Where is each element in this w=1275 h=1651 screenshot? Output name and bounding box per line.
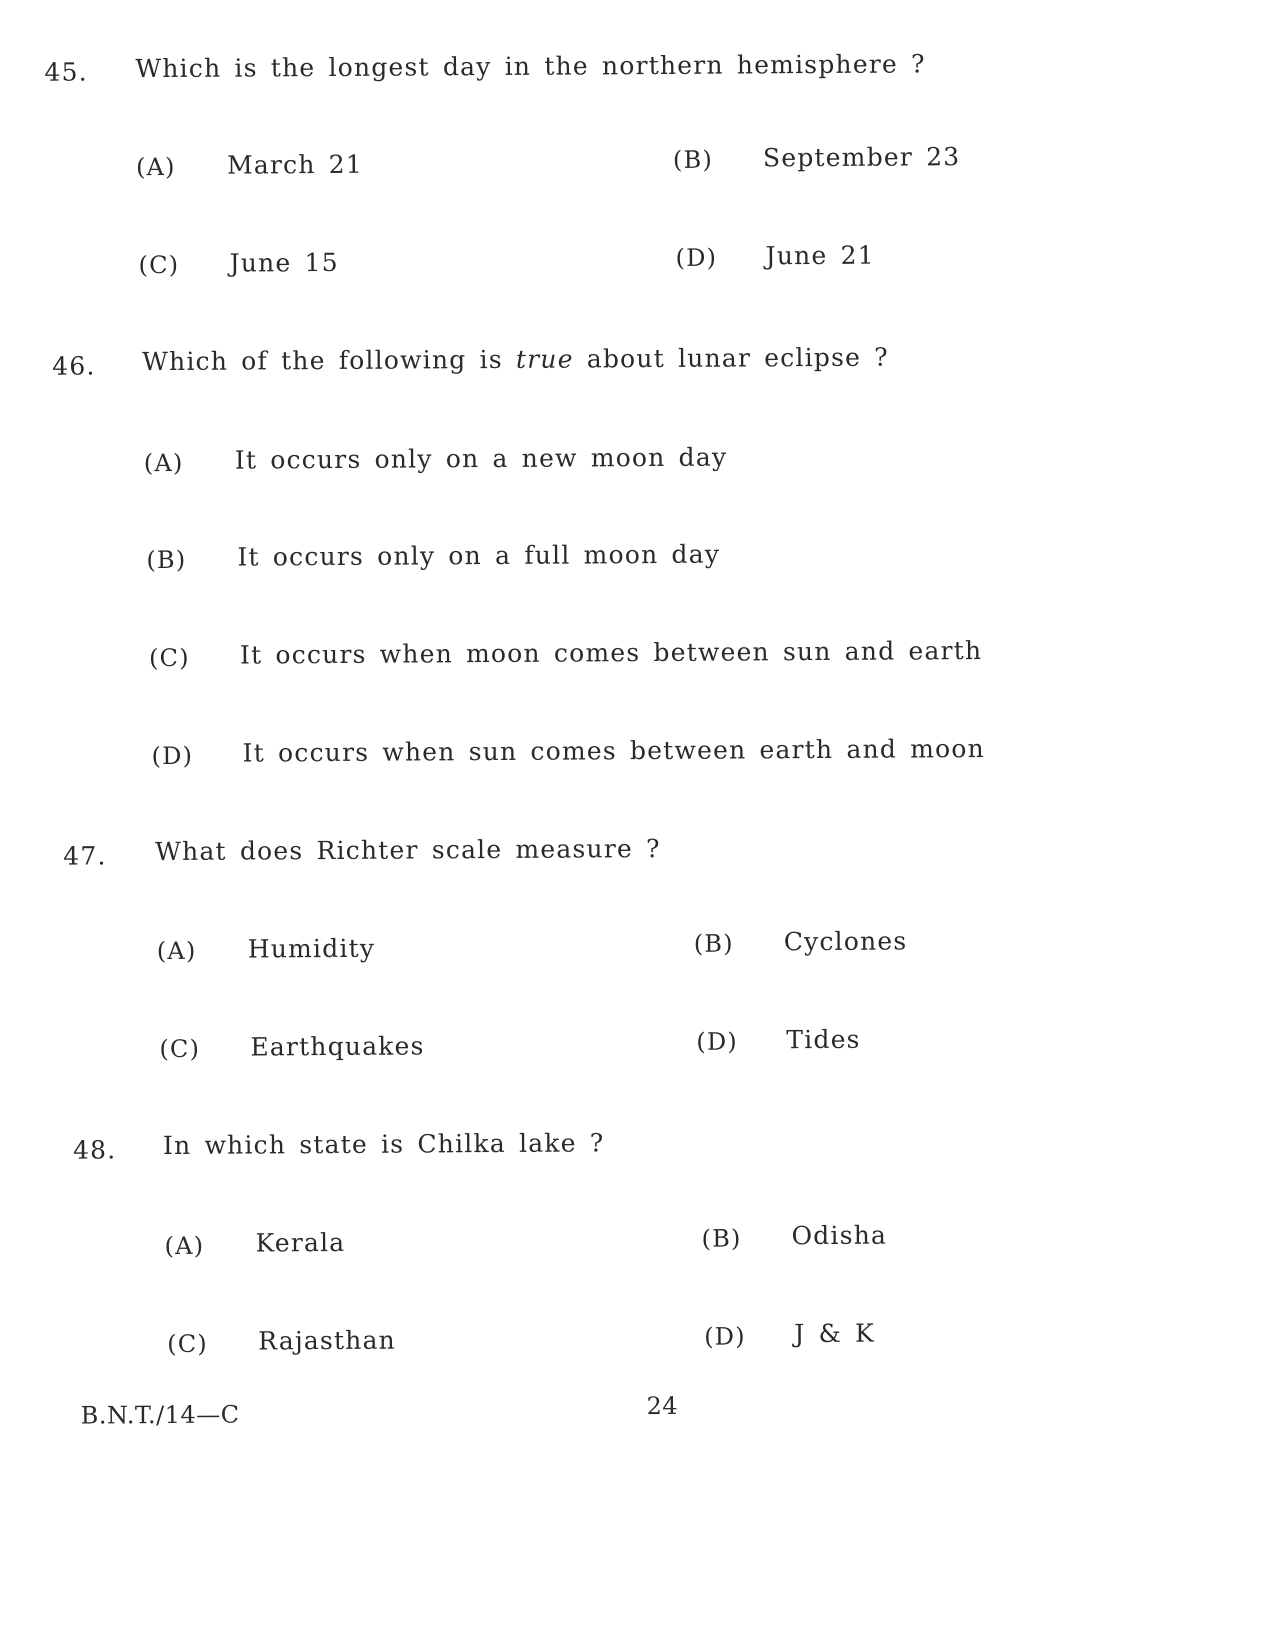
option-text: Humidity: [247, 933, 376, 964]
option-text: June 15: [229, 247, 339, 278]
option-text: It occurs only on a full moon day: [237, 539, 721, 572]
option-text: Tides: [786, 1024, 861, 1055]
footer-page-number: 24: [646, 1391, 679, 1421]
option-text: Rajasthan: [258, 1325, 397, 1356]
option-letter: (B): [146, 545, 187, 575]
question-text: In which state is Chilka lake ?: [162, 1128, 605, 1161]
option-letter: (D): [696, 1027, 739, 1056]
option-text: June 21: [765, 240, 875, 271]
footer-booklet-code: B.N.T./14—C: [80, 1400, 240, 1430]
option-text: Odisha: [791, 1220, 888, 1251]
option-letter: (A): [143, 448, 184, 478]
option-letter: (C): [148, 643, 190, 673]
question-number: 45.: [44, 57, 88, 87]
option-text: September 23: [762, 142, 961, 173]
option-letter: (C): [167, 1329, 209, 1359]
option-letter: (D): [704, 1322, 746, 1351]
question-text: What does Richter scale measure ?: [155, 833, 661, 867]
option-letter: (D): [675, 243, 718, 272]
option-text: It occurs when sun comes between earth and moon: [242, 733, 985, 768]
option-letter: (A): [156, 936, 197, 966]
option-text: March 21: [226, 149, 364, 180]
option-letter: (C): [159, 1034, 201, 1064]
question-number: 48.: [72, 1135, 117, 1165]
option-text: J & K: [794, 1318, 876, 1349]
option-letter: (C): [138, 250, 180, 280]
question-text: Which is the longest day in the northern hemisphere ?: [135, 49, 926, 84]
question-number: 46.: [52, 351, 96, 381]
option-letter: (B): [701, 1224, 742, 1253]
option-text: Earthquakes: [250, 1031, 425, 1062]
option-letter: (A): [135, 152, 176, 182]
option-text: Kerala: [255, 1227, 346, 1258]
question-text: Which of the following is true about lunar eclipse ?: [142, 342, 889, 377]
option-letter: (A): [164, 1231, 205, 1261]
option-text: Cyclones: [783, 926, 908, 957]
option-text: It occurs when moon comes between sun and earth: [239, 636, 983, 670]
option-letter: (B): [693, 929, 734, 958]
option-text: It occurs only on a new moon day: [234, 442, 728, 475]
option-letter: (D): [151, 741, 194, 771]
emphasis-true: true: [515, 344, 574, 374]
option-letter: (B): [672, 145, 714, 174]
question-number: 47.: [63, 841, 107, 871]
